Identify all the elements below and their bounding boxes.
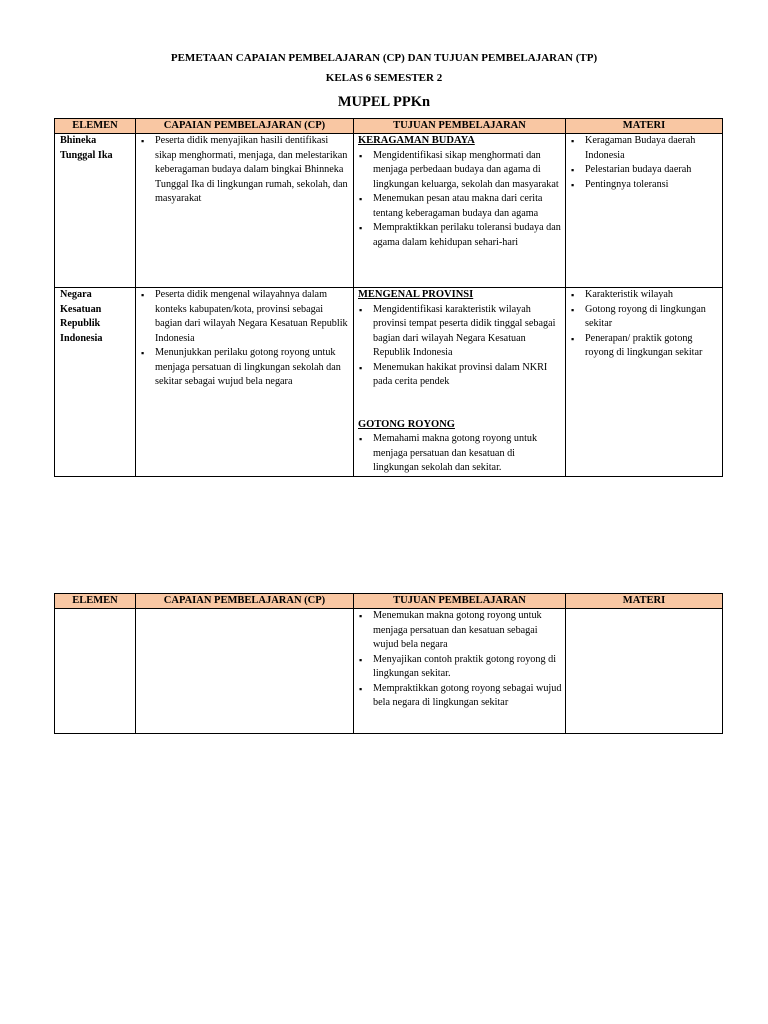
table-row xyxy=(55,288,723,477)
document-subtitle-class: KELAS 6 SEMESTER 2 xyxy=(325,72,443,84)
elemen-cell xyxy=(55,609,136,734)
list-item: ▪ Mempraktikkan gotong royong sebagai wujud bela negara di lingkungan sekitar xyxy=(358,682,563,711)
header-cp: CAPAIAN PEMBELAJARAN (CP) xyxy=(136,119,354,134)
list-item: ▪ Gotong royong di lingkungan sekitar xyxy=(570,303,720,332)
header-elemen: ELEMEN xyxy=(55,119,136,134)
elemen-cell: Bhineka Tunggal Ika xyxy=(55,134,136,288)
list-item: ▪ Pelestarian budaya daerah xyxy=(570,163,720,178)
list-item: ▪ Peserta didik mengenal wilayahnya dalam konteks kabupaten/kota, provinsi sebagai bagian dari wilayah Negara Kesatuan Republik Indonesia xyxy=(140,288,351,346)
cp-list xyxy=(140,134,351,207)
list-item: ▪ Pentingnya toleransi xyxy=(570,178,720,193)
tp-list xyxy=(358,432,563,476)
table-header-row xyxy=(55,594,723,609)
header-cp: CAPAIAN PEMBELAJARAN (CP) xyxy=(136,594,354,609)
tp-section-title: KERAGAMAN BUDAYA xyxy=(358,135,475,146)
cp-cell xyxy=(136,288,354,477)
header-elemen: ELEMEN xyxy=(55,594,136,609)
mapping-table-2 xyxy=(54,593,723,734)
materi-cell xyxy=(566,134,723,288)
list-item: ▪ Menyajikan contoh praktik gotong royong di lingkungan sekitar. xyxy=(358,653,563,682)
table-row xyxy=(55,609,723,734)
cp-cell xyxy=(136,609,354,734)
list-item: ▪ Menemukan hakikat provinsi dalam NKRI pada cerita pendek xyxy=(358,361,563,390)
list-item: ▪ Menemukan makna gotong royong untuk menjaga persatuan dan kesatuan sebagai wujud bela negara xyxy=(358,609,563,653)
tp-cell xyxy=(354,288,566,477)
document-subject-title: MUPEL PPKn xyxy=(337,94,431,110)
mapping-table-1 xyxy=(54,118,723,477)
tp-list xyxy=(358,149,563,251)
cp-list xyxy=(140,288,351,390)
materi-cell xyxy=(566,288,723,477)
elemen-cell: Negara Kesatuan Republik Indonesia xyxy=(55,288,136,477)
document-title: PEMETAAN CAPAIAN PEMBELAJARAN (CP) DAN TUJUAN PEMBELAJARAN (TP) xyxy=(170,52,598,64)
list-item: ▪ Karakteristik wilayah xyxy=(570,288,720,303)
list-item: ▪ Mengidentifikasi karakteristik wilayah provinsi tempat peserta didik tinggal sebagai bagian dari wilayah Negara Kesatuan Republik Indonesia xyxy=(358,303,563,361)
tp-cell xyxy=(354,609,566,734)
table-row xyxy=(55,134,723,288)
list-item: ▪ Penerapan/ praktik gotong royong di lingkungan sekitar xyxy=(570,332,720,361)
tp-list xyxy=(358,303,563,390)
section-spacer xyxy=(358,390,563,418)
materi-cell xyxy=(566,609,723,734)
header-tp: TUJUAN PEMBELAJARAN xyxy=(354,119,566,134)
list-item: ▪ Keragaman Budaya daerah Indonesia xyxy=(570,134,720,163)
tp-section-title: MENGENAL PROVINSI xyxy=(358,289,474,300)
cp-cell xyxy=(136,134,354,288)
materi-list xyxy=(570,288,720,361)
tp-list xyxy=(358,609,563,711)
table-header-row xyxy=(55,119,723,134)
list-item: ▪ Memahami makna gotong royong untuk menjaga persatuan dan kesatuan di lingkungan sekolah dan sekitar. xyxy=(358,432,563,476)
list-item: ▪ Mempraktikkan perilaku toleransi budaya dan agama dalam kehidupan sehari-hari xyxy=(358,221,563,250)
tp-section-title: GOTONG ROYONG xyxy=(358,418,455,430)
header-materi: MATERI xyxy=(566,594,723,609)
header-tp: TUJUAN PEMBELAJARAN xyxy=(354,594,566,609)
list-item: ▪ Menemukan pesan atau makna dari cerita tentang keberagaman budaya dan agama xyxy=(358,192,563,221)
list-item: ▪ Menunjukkan perilaku gotong royong untuk menjaga persatuan di lingkungan sekolah dan sekitar sebagai wujud bela negara xyxy=(140,346,351,390)
materi-list xyxy=(570,134,720,192)
header-materi: MATERI xyxy=(566,119,723,134)
tp-cell xyxy=(354,134,566,288)
list-item: ▪ Peserta didik menyajikan hasili dentifikasi sikap menghormati, menjaga, dan melestarikan keberagaman budaya dalam bingkai Bhinneka Tunggal Ika di lingkungan rumah, sekolah, dan masyarakat xyxy=(140,134,351,207)
list-item: ▪ Mengidentifikasi sikap menghormati dan menjaga perbedaan budaya dan agama di lingkungan keluarga, sekolah dan masyarakat xyxy=(358,149,563,193)
